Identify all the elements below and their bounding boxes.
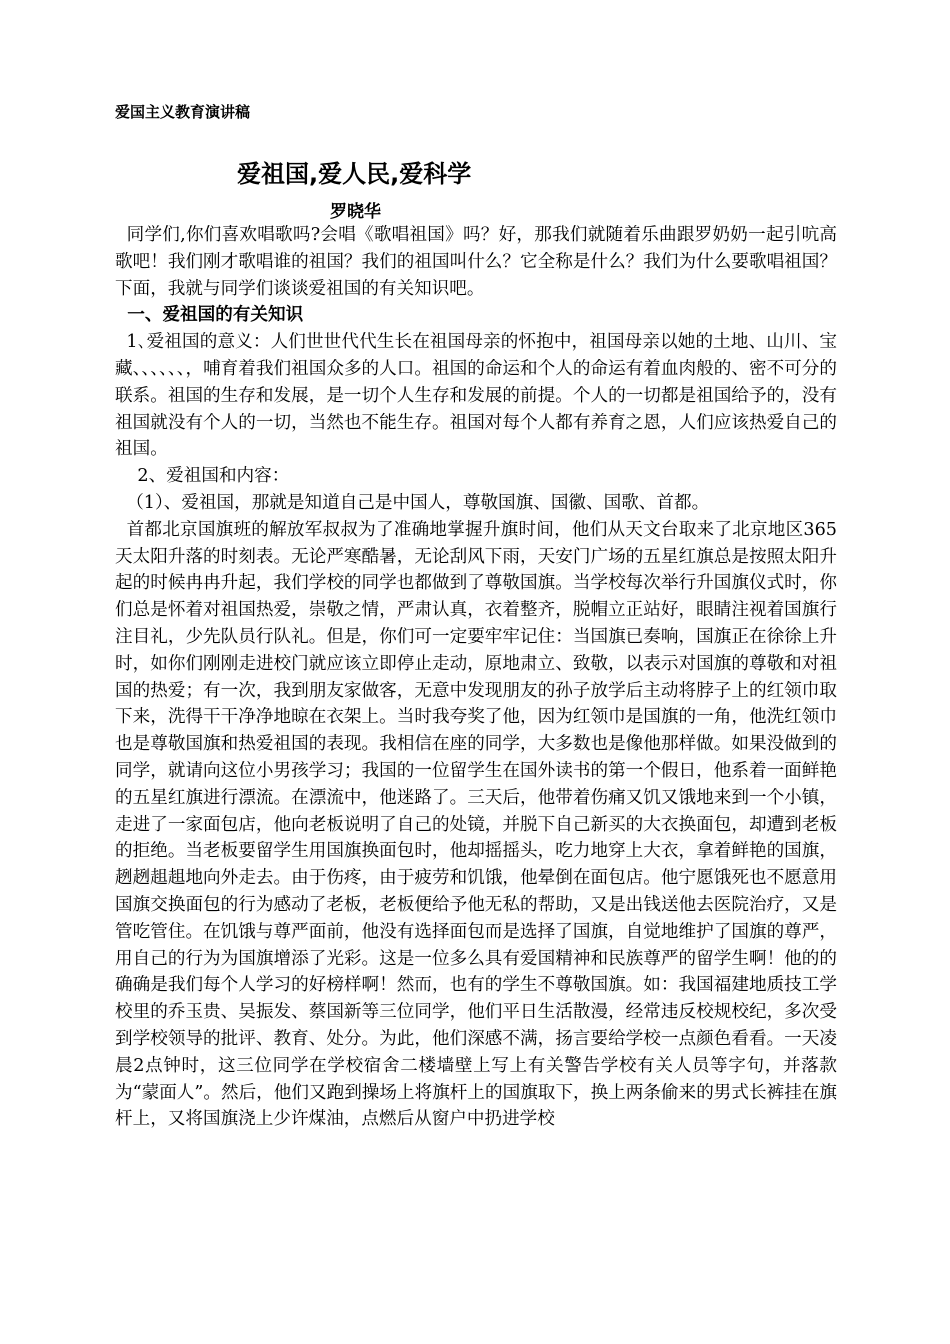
- paragraph-story: 首都北京国旗班的解放军叔叔为了准确地掌握升旗时间，他们从天文台取来了北京地区365天太阳升落的时刻表。无论严寒酷暑，无论刮风下雨，天安门广场的五星红旗总是按照太阳升起的时候冉冉升起，我们学校的同学也都做到了尊敬国旗。当学校每次举行升国旗仪式时，你们总是怀着对祖国热爱，崇敬之情，严肃认真，衣着整齐，脱帽立正站好，眼睛注视着国旗行注目礼，少先队员行队礼。但是，你们可一定要牢牢记住：当国旗已奏响，国旗正在徐徐上升时，如你们刚刚走进校门就应该立即停止走动，原地肃立、致敬，以表示对国旗的尊敬和对祖国的热爱；有一次，我到朋友家做客，无意中发现朋友的孙子放学后主动将脖子上的红领巾取下来，洗得干干净净地晾在衣架上。当时我夸奖了他，因为红领巾是国旗的一角，他洗红领巾也是尊敬国旗和热爱祖国的表现。我相信在座的同学，大多数也是像他那样做。如果没做到的同学，就请向这位小男孩学习；我国的一位留学生在国外读书的第一个假日，他系着一面鲜艳的五星红旗进行漂流。在漂流中，他迷路了。三天后，他带着伤痛又饥又饿地来到一个小镇，走进了一家面包店，他向老板说明了自己的处镜，并脱下自己新买的大衣换面包，却遭到老板的拒绝。当老板要留学生用国旗换面包时，他却摇摇头，吃力地穿上大衣，拿着鲜艳的国旗，趔趔趄趄地向外走去。由于伤疼，由于疲劳和饥饿，他晕倒在面包店。他宁愿饿死也不愿意用国旗交换面包的行为感动了老板，老板便给予他无私的帮助，又是出钱送他去医院治疗，又是管吃管住。在饥饿与尊严面前，他没有选择面包而是选择了国旗，自觉地维护了国旗的尊严，用自己的行为为国旗增添了光彩。这是一位多么具有爱国精神和民族尊严的留学生啊！他的的确确是我们每个人学习的好榜样啊！然而，也有的学生不尊敬国旗。如：我国福建地质技工学校里的乔玉贵、吴振发、蔡国新等三位同学，他们平日生活散漫，经常违反校规校纪，多次受到学校领导的批评、教育、处分。为此，他们深感不满，扬言要给学校一点颜色看看。一天凌晨2点钟时，这三位同学在学校宿舍二楼墙壁上写上有关警告学校有关人员等字句，并落款为“蒙面人”。然后，他们又跑到操场上将旗杆上的国旗取下，换上两条偷来的男式长裤挂在旗杆上，又将国旗浇上少许煤油，点燃后从窗户中扔进学校: [115, 519, 837, 1130]
- paragraph-content-heading: 2、爱祖国和内容：: [137, 466, 290, 487]
- document-author: 罗晓华: [330, 202, 381, 222]
- paragraph-intro: 同学们,你们喜欢唱歌吗?会唱《歌唱祖国》吗？好，那我们就随着乐曲跟罗奶奶一起引吭高歌吧！我们刚才歌唱谁的祖国？我们的祖国叫什么？它全称是什么？我们为什么要歌唱祖国？下面，我就与同学们谈谈爱祖国的有关知识吧。: [115, 225, 838, 299]
- document-body: [115, 222, 837, 1133]
- section-heading: 一、爱祖国的有关知识: [127, 305, 304, 326]
- document-header-label: 爱国主义教育演讲稿: [115, 103, 251, 121]
- paragraph-item-1: （1）、爱祖国，那就是知道自己是中国人，尊敬国旗、国徽、国歌、首都。: [126, 492, 710, 513]
- paragraph-meaning: 1､爱祖国的意义：人们世世代代生长在祖国母亲的怀抱中，祖国母亲以她的土地、山川、宝藏、、、、、、，哺育着我们祖国众多的人口。祖国的命运和个人的命运有着血肉般的、密不可分的联系。祖国的生存和发展，是一切个人生存和发展的前提。个人的一切都是祖国给予的，没有祖国就没有个人的一切，当然也不能生存。祖国对每个人都有养育之恩，人们应该热爱自己的祖国。: [115, 332, 838, 460]
- document-title: 爱祖国,爱人民,爱科学: [237, 160, 472, 188]
